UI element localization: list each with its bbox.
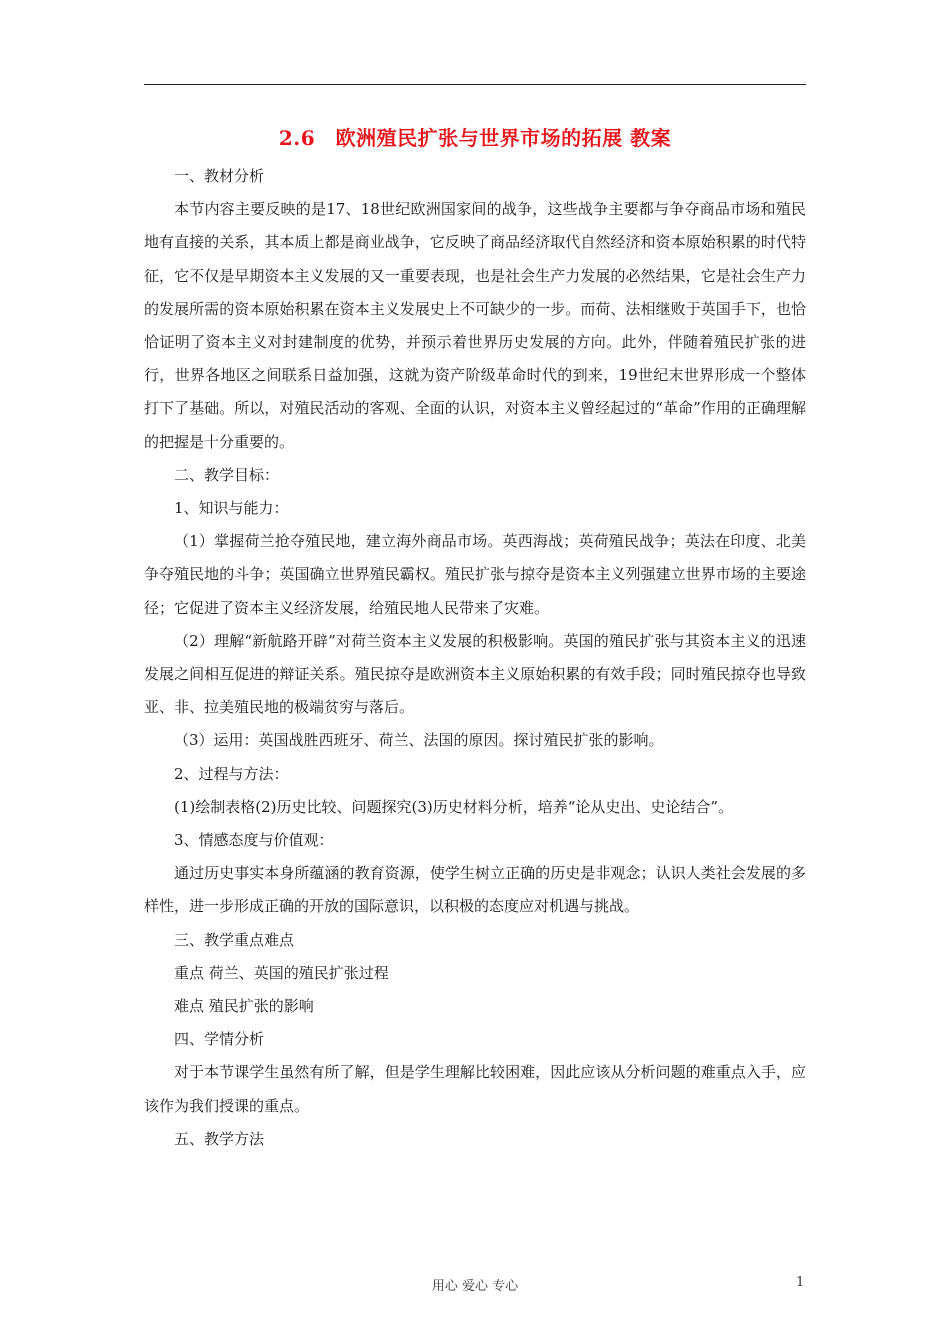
paragraph-student-analysis: 对于本节课学生虽然有所了解，但是学生理解比较困难，因此应该从分析问题的难重点入手，应该作为我们授课的重点。 — [144, 1063, 806, 1115]
document-title: 2.6 欧洲殖民扩张与世界市场的拓展 教案 — [278, 126, 672, 150]
line-key-point: 重点 荷兰、英国的殖民扩张过程 — [174, 963, 389, 982]
paragraph-goal-1: （1）掌握荷兰抢夺殖民地，建立海外商品市场。英西海战；英荷殖民战争；英法在印度、北美争夺殖民地的斗争；英国确立世界殖民霸权。殖民扩张与掠夺是资本主义列强建立世界市场的主要途径；它促进了资本主义经济发展，给殖民地人民带来了灾难。 — [144, 532, 806, 617]
footer-motto: 用心 爱心 专心 — [431, 1279, 519, 1294]
paragraph-goal-2: （2）理解“新航路开辟”对荷兰资本主义发展的积极影响。英国的殖民扩张与其资本主义的迅速发展之间相互促进的辩证关系。殖民掠夺是欧洲资本主义原始积累的有效手段；同时殖民掠夺也导致亚、非、拉美殖民地的极端贫穷与落后。 — [144, 631, 806, 717]
paragraph-emotion-values: 通过历史事实本身所蕴涵的教育资源，使学生树立正确的历史是非观念；认识人类社会发展的多样性，进一步形成正确的开放的国际意识，以积极的态度应对机遇与挑战。 — [144, 864, 806, 916]
subheading-process-method: 2、过程与方法： — [174, 764, 289, 783]
section-heading-teaching-methods: 五、教学方法 — [174, 1129, 265, 1148]
subheading-emotion-values: 3、情感态度与价值观： — [174, 831, 334, 850]
section-heading-student-analysis: 四、学情分析 — [174, 1030, 265, 1049]
section-heading-key-difficult: 三、教学重点难点 — [174, 930, 295, 949]
section-heading-textbook-analysis: 一、教材分析 — [174, 167, 265, 185]
section-heading-teaching-goals: 二、教学目标： — [174, 465, 280, 484]
paragraph-goal-3: （3）运用：英国战胜西班牙、荷兰、法国的原因。探讨殖民扩张的影响。 — [174, 731, 664, 750]
header-rule — [144, 84, 806, 85]
document-body — [144, 160, 806, 1156]
subheading-knowledge-ability: 1、知识与能力： — [174, 499, 289, 518]
paragraph-process-method: (1)绘制表格(2)历史比较、问题探究(3)历史材料分析，培养“论从史出、史论结合”。 — [174, 797, 734, 816]
paragraph-textbook-analysis: 本节内容主要反映的是17、18世纪欧洲国家间的战争，这些战争主要都与争夺商品市场和殖民地有直接的关系，其本质上都是商业战争，它反映了商品经济取代自然经济和资本原始积累的时代特征，它不仅是早期资本主义发展的又一重要表现，也是社会生产力发展的必然结果，它是社会生产力的发展所需的资本原始积累在资本主义发展史上不可缺少的一步。而荷、法相继败于英国手下，也恰恰证明了资本主义对封建制度的优势，并预示着世界历史发展的方向。此外，伴随着殖民扩张的进行，世界各地区之间联系日益加强，这就为资产阶级革命时代的到来，19世纪末世界形成一个整体打下了基础。所以，对殖民活动的客观、全面的认识，对资本主义曾经起过的“革命”作用的正确理解的把握是十分重要的。 — [144, 200, 806, 451]
line-difficult-point: 难点 殖民扩张的影响 — [174, 997, 314, 1016]
page-number: 1 — [796, 1275, 805, 1290]
